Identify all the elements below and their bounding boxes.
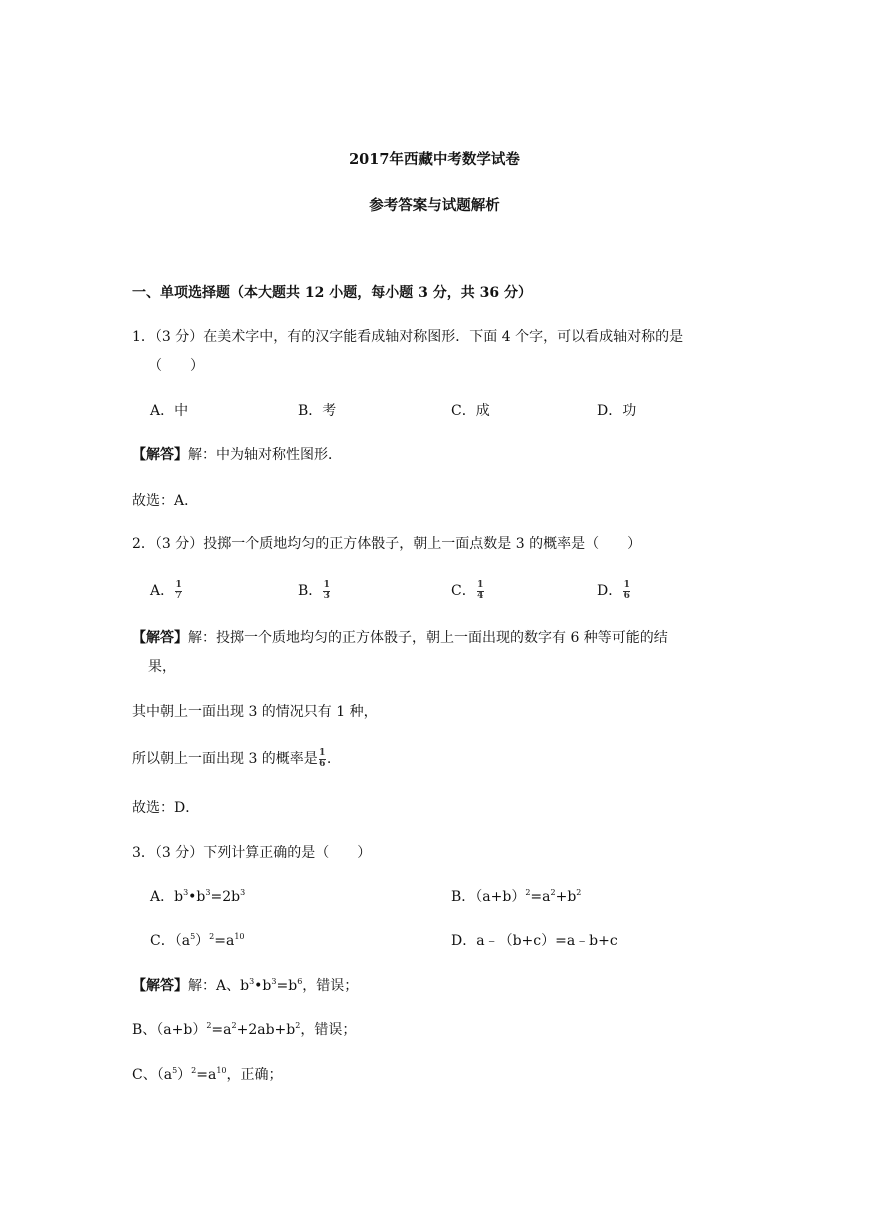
option-label: C． <box>451 583 476 599</box>
period: . <box>326 751 332 767</box>
question-3-answer-c <box>132 1066 283 1084</box>
expr: •b <box>254 978 272 994</box>
expr: C、（a <box>132 1067 173 1083</box>
exponent: 2 <box>550 888 556 897</box>
exponent: 2 <box>576 888 582 897</box>
question-3-answer-a <box>132 977 358 995</box>
expr: +b <box>555 889 577 905</box>
fraction <box>319 749 326 769</box>
exponent: 2 <box>525 888 531 897</box>
answer-label: 【解答】 <box>132 447 188 463</box>
exponent: 5 <box>172 1066 178 1075</box>
expr: +2ab+b <box>236 1022 296 1038</box>
question-1-choice: 故选：A． <box>132 493 199 509</box>
option-label: A． <box>150 583 175 599</box>
exponent: 2 <box>206 1021 212 1030</box>
verdict: ，错误； <box>302 978 359 994</box>
exponent: 3 <box>205 888 211 897</box>
expr: ） <box>195 933 210 949</box>
exponent: 2 <box>209 932 215 941</box>
option-label: D． <box>597 583 623 599</box>
question-2-answer-cont: 果， <box>148 659 176 675</box>
question-1-answer <box>132 446 342 464</box>
exponent: 2 <box>231 1021 237 1030</box>
option-label: B． <box>298 583 323 599</box>
question-2-choice: 故选：D． <box>132 800 200 816</box>
fraction <box>175 581 182 601</box>
exponent: 10 <box>216 1066 227 1075</box>
question-1-option-a: A．中 <box>150 403 189 419</box>
expr: =a <box>530 889 551 905</box>
denominator: 3 <box>323 591 330 601</box>
question-1-option-c: C．成 <box>451 403 490 419</box>
document-title: 2017年西藏中考数学试卷 <box>349 151 520 168</box>
expr: A．b <box>150 889 184 905</box>
question-1-stem-cont: （ ） <box>148 358 204 374</box>
expr: =2b <box>210 889 241 905</box>
question-2-option-b <box>298 581 331 601</box>
question-2-option-d <box>597 581 631 601</box>
fraction <box>477 581 484 601</box>
question-3-option-b <box>451 888 581 906</box>
question-2-conclusion <box>132 749 331 769</box>
question-2-option-a <box>150 581 183 601</box>
numerator: 1 <box>323 580 330 590</box>
denominator: 4 <box>477 591 484 601</box>
numerator: 1 <box>623 580 630 590</box>
section-heading: 一、单项选择题（本大题共 12 小题，每小题 3 分，共 36 分） <box>132 285 532 301</box>
question-2-stem: 2．（3 分）投掷一个质地均匀的正方体骰子，朝上一面点数是 3 的概率是（ ） <box>132 536 642 552</box>
denominator: 7 <box>175 591 182 601</box>
exponent: 2 <box>191 1066 197 1075</box>
answer-text: 解：中为轴对称性图形． <box>188 447 342 463</box>
exponent: 3 <box>183 888 189 897</box>
numerator: 1 <box>175 580 182 590</box>
expr: =b <box>276 978 298 994</box>
expr: B、（a+b） <box>132 1022 207 1038</box>
exponent: 6 <box>297 977 303 986</box>
document-subtitle: 参考答案与试题解析 <box>369 197 500 214</box>
exponent: 3 <box>249 977 255 986</box>
expr: C．（a <box>150 933 191 949</box>
expr: •b <box>188 889 206 905</box>
verdict: ，正确； <box>226 1067 283 1083</box>
answer-text: 解：投掷一个质地均匀的正方体骰子，朝上一面出现的数字有 6 种等可能的结 <box>188 630 668 646</box>
expr: 解：A、b <box>188 978 250 994</box>
question-3-answer-b <box>132 1021 356 1039</box>
verdict: ，错误； <box>300 1022 357 1038</box>
question-3-option-c <box>150 932 245 950</box>
question-1-option-b: B．考 <box>298 403 337 419</box>
question-1-stem: 1．（3 分）在美术字中，有的汉字能看成轴对称图形．下面 4 个字，可以看成轴对称的是 <box>132 329 684 345</box>
question-2-option-c <box>451 581 485 601</box>
fraction <box>323 581 330 601</box>
exponent: 3 <box>271 977 277 986</box>
question-2-explanation: 其中朝上一面出现 3 的情况只有 1 种， <box>132 704 378 720</box>
denominator: 6 <box>623 591 630 601</box>
question-1-option-d: D．功 <box>597 403 637 419</box>
numerator: 1 <box>319 748 326 758</box>
question-3-option-d: D．a﹣（b+c）=a﹣b+c <box>451 933 618 949</box>
denominator: 6 <box>319 759 326 769</box>
question-2-answer <box>132 629 668 647</box>
fraction <box>623 581 630 601</box>
exponent: 10 <box>234 932 245 941</box>
expr: =a <box>214 933 235 949</box>
exponent: 3 <box>240 888 246 897</box>
expr: =a <box>196 1067 217 1083</box>
expr: =a <box>211 1022 232 1038</box>
expr: ） <box>177 1067 192 1083</box>
numerator: 1 <box>477 580 484 590</box>
exponent: 2 <box>295 1021 301 1030</box>
answer-label: 【解答】 <box>132 630 188 646</box>
question-3-option-a <box>150 888 245 906</box>
conclusion-text: 所以朝上一面出现 3 的概率是 <box>132 751 318 767</box>
exponent: 5 <box>190 932 196 941</box>
expr: B．（a+b） <box>451 889 526 905</box>
answer-label: 【解答】 <box>132 978 188 994</box>
question-3-stem: 3．（3 分）下列计算正确的是（ ） <box>132 845 372 861</box>
